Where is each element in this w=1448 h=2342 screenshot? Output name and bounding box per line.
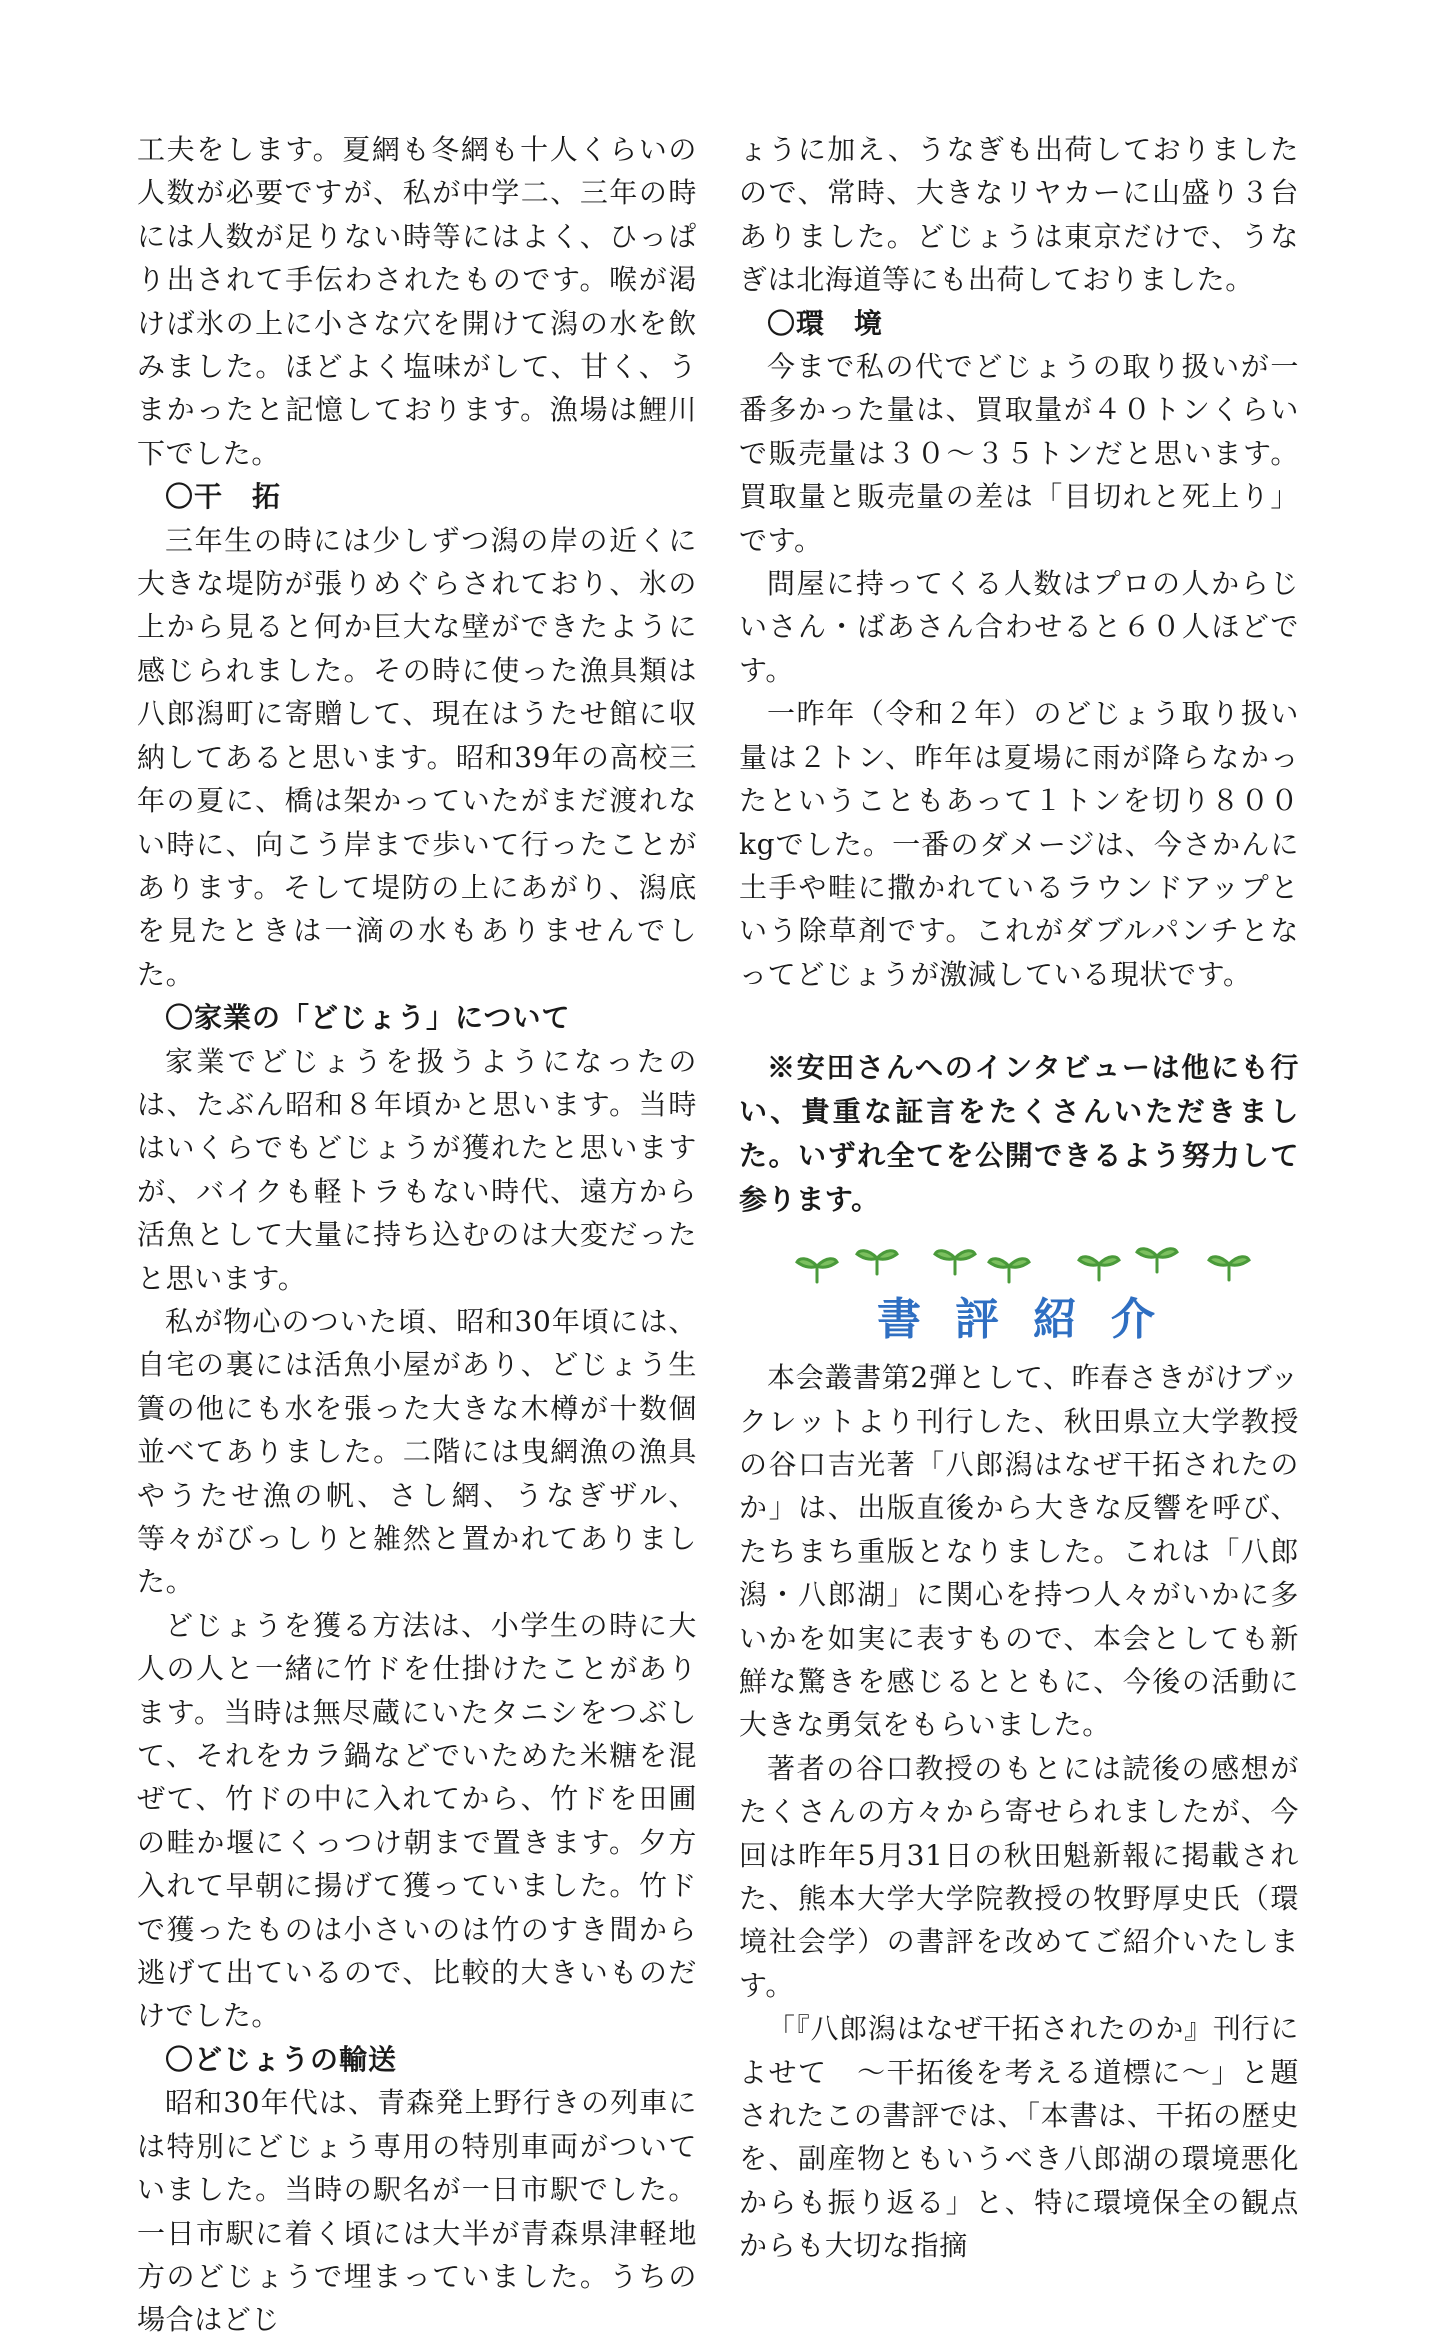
right-column: [739, 128, 1299, 2268]
section-heading-family-business: 〇家業の「どじょう」について: [165, 1001, 571, 1035]
paragraph: 今まで私の代でどじょうの取り扱いが一番多かった量は、買取量が４０トンくらいで販売量は３０～３５トンだと思います。買取量と販売量の差は「目切れと死上り」です。: [739, 350, 1299, 557]
paragraph: ょうに加え、うなぎも出荷しておりましたので、常時、大きなリヤカーに山盛り３台ありました。どじょうは東京だけで、うなぎは北海道等にも出荷しておりました。: [739, 133, 1299, 297]
paragraph: 問屋に持ってくる人数はプロの人からじいさん・ばあさん合わせると６０人ほどです。: [739, 567, 1299, 687]
section-heading-transport: 〇どじょうの輸送: [165, 2042, 398, 2076]
paragraph: 家業でどじょうを扱うようになったのは、たぶん昭和８年頃かと思います。当時はいくらでもどじょうが獲れたと思いますが、バイクも軽トラもない時代、遠方から活魚として大量に持ち込むのは大変だったと思います。: [137, 1044, 697, 1295]
paragraph: 私が物心のついた頃、昭和30年頃には、自宅の裏には活魚小屋があり、どじょう生簀の他にも水を張った大きな木樽が十数個並べてありました。二階には曳網漁の漁具やうたせ漁の帆、さし網、うなぎザル、等々がびっしりと雑然と置かれてありました。: [137, 1304, 697, 1599]
section-heading-reclamation: 〇干 拓: [165, 480, 282, 514]
paragraph: 一昨年（令和２年）のどじょう取り扱い量は２トン、昨年は夏場に雨が降らなかったということもあって１トンを切り８００kgでした。一番のダメージは、今さかんに土手や畦に撒かれているラウンドアップという除草剤です。これがダブルパンチとなってどじょうが激減している現状です。: [739, 697, 1299, 991]
paragraph: 本会叢書第2弾として、昨春さきがけブックレットより刊行した、秋田県立大学教授の谷口吉光著「八郎潟はなぜ干拓されたのか」は、出版直後から大きな反響を呼び、たちまち重版となりました。これは「八郎潟・八郎湖」に関心を持つ人々がいかに多いかを如実に表すもので、本会としても新鮮な驚きを感じるとともに、今後の活動に大きな勇気をもらいました。: [739, 1361, 1299, 1742]
paragraph: 「『八郎潟はなぜ干拓されたのか』刊行によせて ～干拓後を考える道標に～」と題されたこの書評では、「本書は、干拓の歴史を、副産物ともいうべき八郎湖の環境悪化からも振り返る」と、特に環境保全の観点からも大切な指摘: [739, 2012, 1299, 2263]
paragraph: 著者の谷口教授のもとには読後の感想がたくさんの方々から寄せられましたが、今回は昨年5月31日の秋田魁新報に掲載された、熊本大学大学院教授の牧野厚史氏（環境社会学）の書評を改めてご紹介いたします。: [739, 1751, 1299, 2002]
interview-note: ※安田さんへのインタビューは他にも行い、貴重な証言をたくさんいただきました。いずれ全てを公開できるよう努力して参ります。: [739, 1051, 1299, 1217]
section-heading-environment: 〇環 境: [767, 306, 884, 340]
paragraph: 工夫をします。夏網も冬網も十人くらいの人数が必要ですが、私が中学二、三年の時には人数が足りない時等にはよく、ひっぱり出されて手伝わされたものです。喉が渇けば氷の上に小さな穴を開けて潟の水を飲みました。ほどよく塩味がして、甘く、うまかったと記憶しております。漁場は鯉川下でした。: [137, 133, 697, 470]
paragraph: 三年生の時には少しずつ潟の岸の近くに大きな堤防が張りめぐらされており、氷の上から見ると何か巨大な壁ができたように感じられました。その時に使った漁具類は八郎潟町に寄贈して、現在はうたせ館に収納してあると思います。昭和39年の高校三年の夏に、橋は架かっていたがまだ渡れない時に、向こう岸まで歩いて行ったことがあります。そして堤防の上にあがり、潟底を見たときは一滴の水もありませんでした。: [137, 523, 697, 991]
book-review-title: 書評紹介: [877, 1294, 1189, 1346]
sprout-ornament: [739, 1232, 1299, 1288]
paragraph: 昭和30年代は、青森発上野行きの列車には特別にどじょう専用の特別車両がついていました。当時の駅名が一日市駅でした。一日市駅に着く頃には大半が青森県津軽地方のどじょうで埋まっていました。うちの場合はどじ: [137, 2086, 697, 2337]
paragraph: どじょうを獲る方法は、小学生の時に大人の人と一緒に竹ドを仕掛けたことがあります。当時は無尽蔵にいたタニシをつぶして、それをカラ鍋などでいためた米糖を混ぜて、竹ドの中に入れてから、竹ドを田圃の畦か堰にくっつけ朝まで置きます。夕方入れて早朝に揚げて獲っていました。竹ドで獲ったものは小さいのは竹のすき間から逃げて出ているので、比較的大きいものだけでした。: [137, 1608, 697, 2033]
left-column: [137, 128, 697, 2342]
sprout-icon: [739, 1232, 1299, 1288]
